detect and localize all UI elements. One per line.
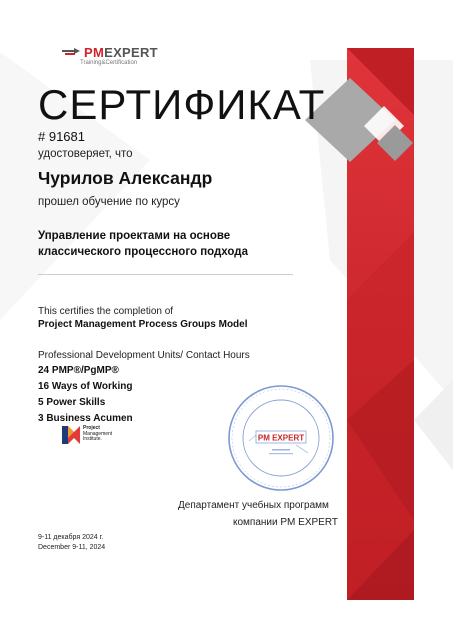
date-en: December 9-11, 2024 xyxy=(38,544,106,551)
recipient-name: Чурилов Александр xyxy=(38,168,213,188)
official-stamp xyxy=(226,383,336,493)
date-ru: 9-11 декабря 2024 г. xyxy=(38,534,104,541)
course-intro-ru: прошел обучение по курсу xyxy=(38,196,180,208)
logo-expert-text: EXPERT xyxy=(104,44,158,60)
certifies-text-ru: удостоверяет, что xyxy=(38,148,133,160)
pmi-line3: Institute. xyxy=(83,436,102,442)
pdu-item: 3 Business Acumen xyxy=(38,413,133,424)
pmi-line1: Project xyxy=(83,425,100,431)
pmi-line2: Management xyxy=(83,430,113,437)
pdu-item: 16 Ways of Working xyxy=(38,381,133,392)
department-line2: компании PM EXPERT xyxy=(233,517,338,528)
certificate-title: СЕРТИФИКАТ xyxy=(38,81,326,128)
certificate-number: # 91681 xyxy=(38,129,85,144)
course-title-en: Project Management Process Groups Model xyxy=(38,319,248,330)
pmi-logo xyxy=(62,426,112,444)
divider xyxy=(38,274,293,275)
logo-pm-text: PM xyxy=(84,44,105,60)
certifies-text-en: This certifies the completion of xyxy=(38,306,174,317)
pdu-item: 5 Power Skills xyxy=(38,397,106,408)
pdu-header: Professional Development Units/ Contact Hours xyxy=(38,350,250,361)
pm-expert-logo xyxy=(62,44,158,60)
logo-subtitle: Training&Certification xyxy=(80,60,138,66)
pdu-item: 24 PMP®/PgMP® xyxy=(38,365,119,376)
department-line1: Департамент учебных программ xyxy=(178,500,329,511)
pmi-mark-icon xyxy=(62,426,80,444)
logo-arrow-icon xyxy=(62,47,80,57)
course-title-ru: Управление проектами на основе классического процессного подхода xyxy=(38,230,248,258)
stamp-center-text: PM EXPERT xyxy=(257,433,305,443)
